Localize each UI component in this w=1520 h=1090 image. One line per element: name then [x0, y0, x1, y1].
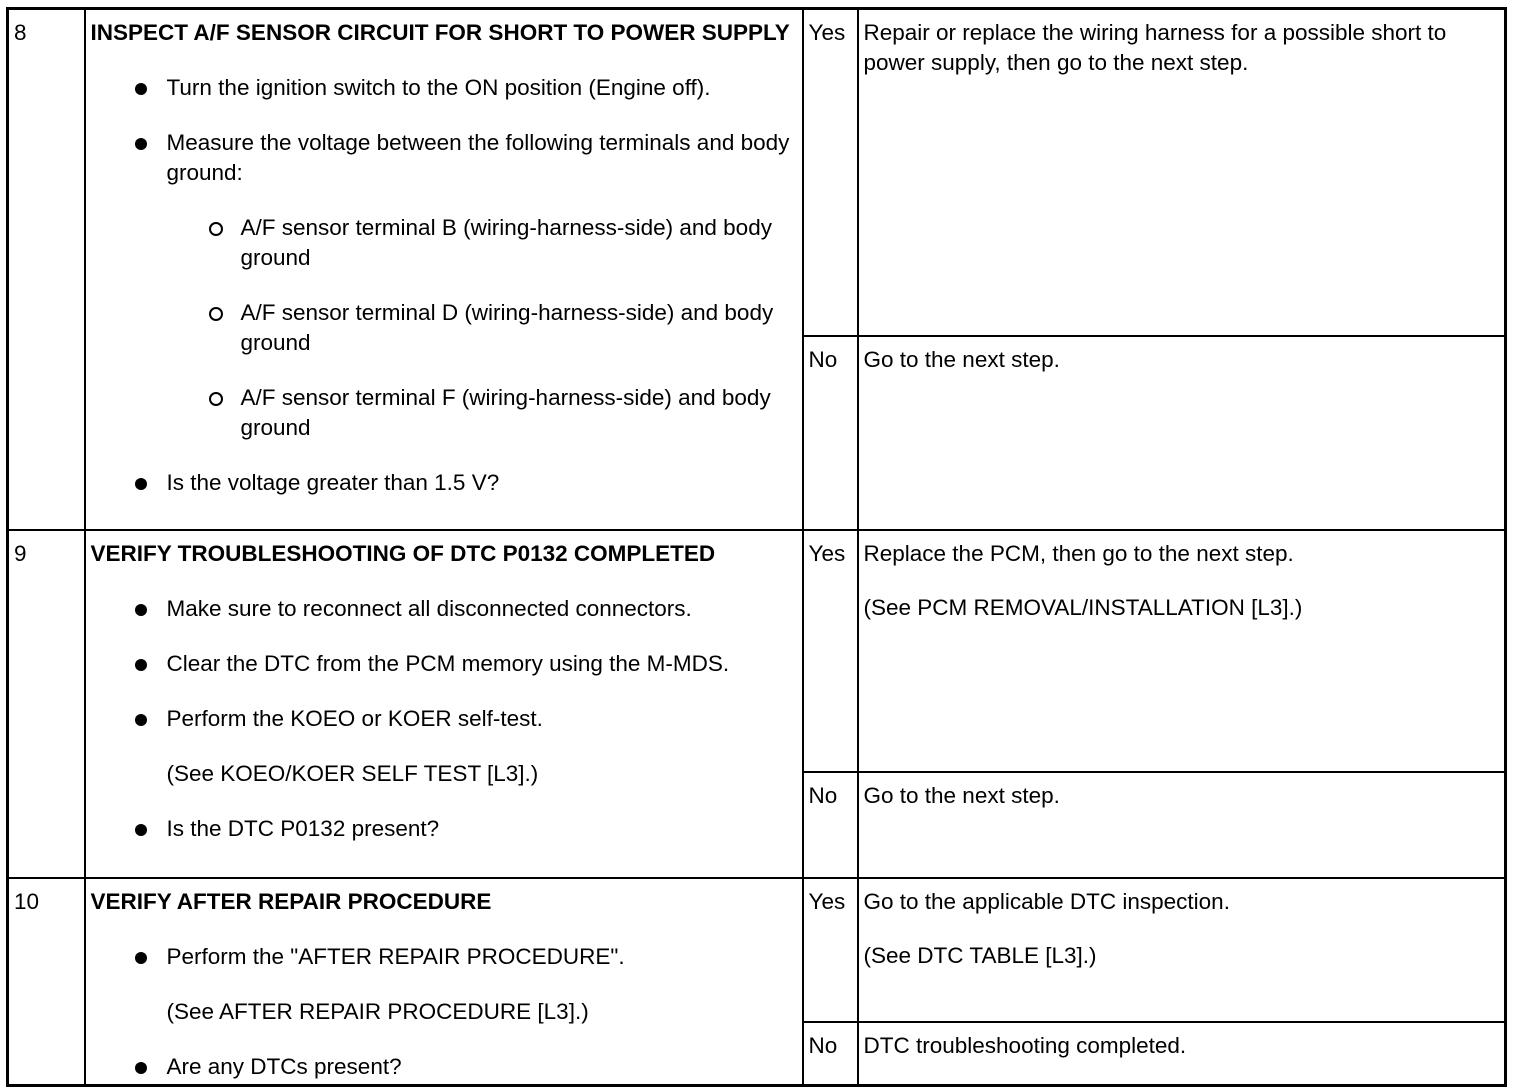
bullet-dot-icon [135, 1062, 147, 1074]
bullet-circle-icon [209, 222, 223, 236]
bullet-item: Is the voltage greater than 1.5 V? [91, 468, 796, 498]
step-number: 9 [8, 530, 85, 878]
step-number: 8 [8, 9, 85, 530]
reference-note: (See KOEO/KOER SELF TEST [L3].) [166, 760, 539, 786]
no-action: Go to the next step. [858, 772, 1506, 878]
bullet-item: Clear the DTC from the PCM memory using the M-MDS. [91, 649, 796, 679]
yes-action: Go to the applicable DTC inspection. (See DTC TABLE [L3].) [858, 878, 1506, 1022]
bullet-dot-icon [135, 138, 147, 150]
bullet-item: Are any DTCs present? [91, 1052, 796, 1082]
bullet-dot-icon [135, 824, 147, 836]
yes-action: Replace the PCM, then go to the next step. (See PCM REMOVAL/INSTALLATION [L3].) [858, 530, 1506, 772]
step-9-yes-row [8, 530, 1506, 772]
step-title: VERIFY AFTER REPAIR PROCEDURE [90, 888, 492, 914]
yes-label: Yes [803, 530, 858, 772]
yes-label: Yes [803, 878, 858, 1022]
bullet-dot-icon [135, 83, 147, 95]
no-action: Go to the next step. [858, 336, 1506, 530]
bullet-dot-icon [135, 659, 147, 671]
no-label: No [803, 1022, 858, 1086]
bullet-item: Make sure to reconnect all disconnected connectors. [91, 594, 796, 624]
sub-bullet-item: A/F sensor terminal F (wiring-harness-side) and body ground [91, 383, 796, 443]
bullet-dot-icon [135, 478, 147, 490]
bullet-item: Turn the ignition switch to the ON position (Engine off). [91, 73, 796, 103]
no-label: No [803, 336, 858, 530]
bullet-item: Perform the "AFTER REPAIR PROCEDURE". [91, 942, 796, 972]
step-title: INSPECT A/F SENSOR CIRCUIT FOR SHORT TO POWER SUPPLY [90, 20, 790, 45]
no-label: No [803, 772, 858, 878]
sub-bullet-item: A/F sensor terminal B (wiring-harness-side) and body ground [91, 213, 796, 273]
step-10-yes-row [8, 878, 1506, 1022]
yes-label: Yes [803, 9, 858, 336]
bullet-item: Is the DTC P0132 present? [91, 814, 796, 844]
inspection-cell [85, 530, 803, 878]
step-title: VERIFY TROUBLESHOOTING OF DTC P0132 COMPLETED [90, 540, 716, 566]
inspection-cell [85, 9, 803, 530]
diagnostic-procedure-table [6, 7, 1507, 1087]
bullet-item: Measure the voltage between the following terminals and body ground: [91, 128, 796, 188]
bullet-item: Perform the KOEO or KOER self-test. [91, 704, 796, 734]
sub-bullet-item: A/F sensor terminal D (wiring-harness-side) and body ground [91, 298, 796, 358]
step-number: 10 [8, 878, 85, 1086]
bullet-dot-icon [135, 952, 147, 964]
bullet-circle-icon [209, 392, 223, 406]
bullet-dot-icon [135, 714, 147, 726]
bullet-dot-icon [135, 604, 147, 616]
reference-note: (See AFTER REPAIR PROCEDURE [L3].) [166, 998, 589, 1024]
bullet-circle-icon [209, 307, 223, 321]
inspection-cell [85, 878, 803, 1086]
yes-action: Repair or replace the wiring harness for a possible short to power supply, then go to the next step. [858, 9, 1506, 336]
step-8-yes-row [8, 9, 1506, 336]
no-action: DTC troubleshooting completed. [858, 1022, 1506, 1086]
